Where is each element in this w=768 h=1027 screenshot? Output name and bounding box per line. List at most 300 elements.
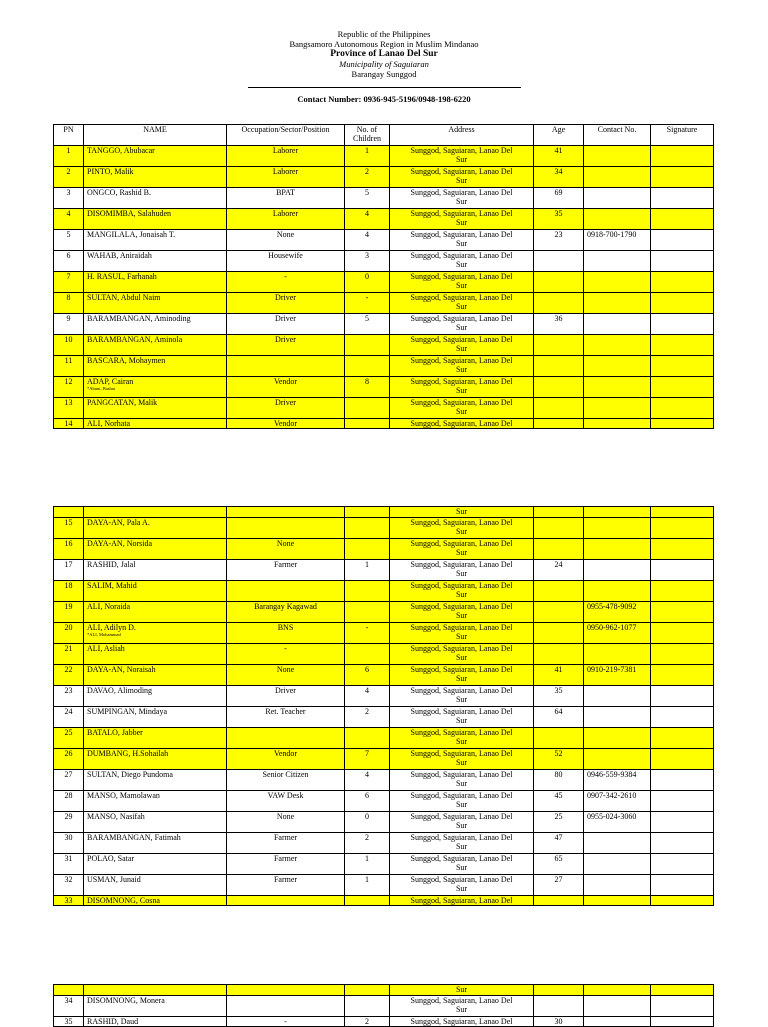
- cell-pn: 6: [54, 251, 84, 272]
- cell-empty: [534, 985, 584, 996]
- cell-address: [390, 335, 534, 356]
- cell-address: [390, 749, 534, 770]
- cell-address: Sur: [390, 507, 534, 518]
- address-line-2: Sur: [455, 884, 468, 893]
- person-name: USMAN, Junaid: [87, 875, 141, 884]
- cell-children: [345, 996, 390, 1017]
- cell-children: [345, 581, 390, 602]
- address-line-1: Sunggod, Saguiaran, Lanao Del: [410, 188, 513, 197]
- person-name: RASHID, Jalal: [87, 560, 136, 569]
- col-header-contact: Contact No.: [584, 125, 651, 146]
- cell-address: [390, 419, 534, 429]
- cell-occupation: Housewife: [227, 251, 345, 272]
- person-name: TANGGO, Abubacar: [87, 146, 155, 155]
- address-line-1: Sunggod, Saguiaran, Lanao Del: [410, 833, 513, 842]
- cell-name: [84, 335, 227, 356]
- cell-contact: [584, 272, 651, 293]
- cell-pn: 35: [54, 1017, 84, 1027]
- cell-signature: [651, 770, 714, 791]
- address-line-2: Sur: [455, 569, 468, 578]
- header-republic: Republic of the Philippines: [337, 29, 431, 39]
- person-name: RASHID, Daud: [87, 1017, 139, 1026]
- cell-signature: [651, 1017, 714, 1027]
- cell-occupation: None: [227, 812, 345, 833]
- table-row: [54, 707, 714, 728]
- cell-empty: [345, 985, 390, 996]
- cell-children: 1: [345, 146, 390, 167]
- cell-empty: [651, 985, 714, 996]
- cell-pn: 21: [54, 644, 84, 665]
- address-line-2: Sur: [455, 548, 468, 557]
- cell-pn: 15: [54, 518, 84, 539]
- cell-age: 27: [534, 875, 584, 896]
- cell-age: [534, 728, 584, 749]
- cell-signature: [651, 356, 714, 377]
- col-header-children: No. of Children: [345, 125, 390, 146]
- cell-signature: [651, 335, 714, 356]
- address-line-2: Sur: [455, 344, 468, 353]
- cell-address: [390, 707, 534, 728]
- cell-name: [84, 770, 227, 791]
- person-name: ALI, Norhata: [87, 419, 131, 428]
- cell-address: [390, 1017, 534, 1027]
- cell-address: [390, 854, 534, 875]
- cell-address: [390, 602, 534, 623]
- cell-empty: [534, 507, 584, 518]
- cell-pn: 27: [54, 770, 84, 791]
- person-name: BATALO, Jabber: [87, 728, 143, 737]
- address-line-1: Sunggod, Saguiaran, Lanao Del: [410, 665, 513, 674]
- cell-pn: 20: [54, 623, 84, 644]
- cell-contact: [584, 209, 651, 230]
- cell-children: -: [345, 623, 390, 644]
- cell-children: [345, 335, 390, 356]
- cell-occupation: -: [227, 644, 345, 665]
- cell-age: 41: [534, 665, 584, 686]
- cell-occupation: Driver: [227, 293, 345, 314]
- cell-age: [534, 335, 584, 356]
- address-line-1: Sunggod, Saguiaran, Lanao Del: [410, 539, 513, 548]
- cell-contact: [584, 728, 651, 749]
- cell-occupation: -: [227, 272, 345, 293]
- address-line-2: Sur: [455, 155, 468, 164]
- cell-occupation: None: [227, 665, 345, 686]
- cell-pn: 22: [54, 665, 84, 686]
- address-line-2: Sur: [455, 737, 468, 746]
- cell-pn: 13: [54, 398, 84, 419]
- cell-address: [390, 167, 534, 188]
- address-line-2: Sur: [455, 302, 468, 311]
- cell-contact: [584, 854, 651, 875]
- address-line-2: Sur: [455, 260, 468, 269]
- cell-address: [390, 272, 534, 293]
- address-line-2: Sur: [455, 695, 468, 704]
- table-row: [54, 251, 714, 272]
- cell-age: 80: [534, 770, 584, 791]
- address-line-2: Sur: [455, 632, 468, 641]
- address-line-2: Sur: [455, 800, 468, 809]
- cell-name: [84, 602, 227, 623]
- cell-occupation: [227, 518, 345, 539]
- cell-empty: [584, 985, 651, 996]
- cell-occupation: Vendor: [227, 419, 345, 429]
- cell-name: [84, 539, 227, 560]
- cell-contact: [584, 749, 651, 770]
- cell-contact: [584, 335, 651, 356]
- cell-pn: 11: [54, 356, 84, 377]
- address-line-2: Sur: [455, 590, 468, 599]
- cell-name: [84, 1017, 227, 1027]
- cell-occupation: Laborer: [227, 146, 345, 167]
- person-name: MANGILALA, Jonaisah T.: [87, 230, 176, 239]
- cell-signature: [651, 251, 714, 272]
- cell-occupation: None: [227, 230, 345, 251]
- cell-pn: 7: [54, 272, 84, 293]
- cell-contact: [584, 314, 651, 335]
- cell-occupation: Ret. Teacher: [227, 707, 345, 728]
- cell-age: [534, 996, 584, 1017]
- cell-children: 4: [345, 209, 390, 230]
- cell-contact: 0950-962-1077: [584, 623, 651, 644]
- cell-signature: [651, 167, 714, 188]
- cell-signature: [651, 749, 714, 770]
- cell-name: [84, 518, 227, 539]
- cell-age: 52: [534, 749, 584, 770]
- cell-address: [390, 560, 534, 581]
- cell-pn: 30: [54, 833, 84, 854]
- cell-occupation: BPAT: [227, 188, 345, 209]
- person-name: DISOMNONG, Cosna: [87, 896, 160, 905]
- cell-address: [390, 665, 534, 686]
- cell-pn: 5: [54, 230, 84, 251]
- address-line-1: Sunggod, Saguiaran, Lanao Del: [410, 335, 513, 344]
- cell-children: 2: [345, 833, 390, 854]
- address-line-1: Sunggod, Saguiaran, Lanao Del: [410, 1017, 513, 1026]
- cell-empty: [84, 985, 227, 996]
- cell-age: [534, 518, 584, 539]
- table-row: [54, 623, 714, 644]
- cell-signature: [651, 875, 714, 896]
- person-name: ONGCO, Rashid B.: [87, 188, 152, 197]
- address-continuation-row: [54, 985, 714, 996]
- cell-contact: 0910-219-7381: [584, 665, 651, 686]
- cell-signature: [651, 896, 714, 906]
- address-line-1: Sunggod, Saguiaran, Lanao Del: [410, 728, 513, 737]
- person-name: DAYA-AN, Norsida: [87, 539, 153, 548]
- cell-age: 34: [534, 167, 584, 188]
- cell-address: [390, 812, 534, 833]
- cell-name: [84, 314, 227, 335]
- cell-pn: 19: [54, 602, 84, 623]
- address-line-1: Sunggod, Saguiaran, Lanao Del: [410, 314, 513, 323]
- cell-age: [534, 272, 584, 293]
- header-barangay: Barangay Sunggod: [351, 69, 417, 79]
- table-row: [54, 875, 714, 896]
- address-line-1: Sunggod, Saguiaran, Lanao Del: [410, 560, 513, 569]
- address-line-1: Sunggod, Saguiaran, Lanao Del: [410, 644, 513, 653]
- cell-name: [84, 623, 227, 644]
- header-region: Bangsamoro Autonomous Region in Muslim Mindanao: [289, 39, 479, 49]
- cell-occupation: Driver: [227, 335, 345, 356]
- table-row: [54, 602, 714, 623]
- cell-signature: [651, 854, 714, 875]
- cell-age: [534, 377, 584, 398]
- cell-address: [390, 518, 534, 539]
- table-row: [54, 812, 714, 833]
- cell-contact: [584, 875, 651, 896]
- cell-children: 8: [345, 377, 390, 398]
- cell-children: 1: [345, 560, 390, 581]
- cell-signature: [651, 518, 714, 539]
- cell-signature: [651, 602, 714, 623]
- cell-occupation: Farmer: [227, 833, 345, 854]
- address-line-1: Sunggod, Saguiaran, Lanao Del: [410, 996, 513, 1005]
- cell-age: [534, 644, 584, 665]
- address-line-1: Sunggod, Saguiaran, Lanao Del: [410, 377, 513, 386]
- cell-pn: 26: [54, 749, 84, 770]
- address-line-2: Sur: [455, 386, 468, 395]
- cell-occupation: Vendor: [227, 377, 345, 398]
- cell-age: 69: [534, 188, 584, 209]
- cell-address: [390, 644, 534, 665]
- cell-address: [390, 356, 534, 377]
- address-line-1: Sunggod, Saguiaran, Lanao Del: [410, 791, 513, 800]
- cell-occupation: Driver: [227, 686, 345, 707]
- cell-pn: 24: [54, 707, 84, 728]
- cell-name: [84, 644, 227, 665]
- cell-age: 35: [534, 209, 584, 230]
- address-line-1: Sunggod, Saguiaran, Lanao Del: [410, 812, 513, 821]
- header-divider: [248, 87, 521, 88]
- cell-address: [390, 996, 534, 1017]
- address-line-2: Sur: [455, 197, 468, 206]
- cell-children: -: [345, 293, 390, 314]
- cell-occupation: Laborer: [227, 167, 345, 188]
- registry-table-page-3: [53, 984, 714, 1027]
- cell-name: [84, 377, 227, 398]
- table-row: [54, 377, 714, 398]
- cell-pn: 14: [54, 419, 84, 429]
- cell-contact: [584, 996, 651, 1017]
- address-line-2: Sur: [455, 842, 468, 851]
- col-header-address: Address: [390, 125, 534, 146]
- cell-signature: [651, 791, 714, 812]
- person-name: BASCARA, Mohaymen: [87, 356, 166, 365]
- person-name: ALI, Asliah: [87, 644, 125, 653]
- cell-children: 5: [345, 188, 390, 209]
- cell-signature: [651, 812, 714, 833]
- cell-name: [84, 665, 227, 686]
- cell-name: [84, 812, 227, 833]
- cell-children: 4: [345, 770, 390, 791]
- cell-occupation: [227, 581, 345, 602]
- cell-signature: [651, 209, 714, 230]
- cell-occupation: Barangay Kagawad: [227, 602, 345, 623]
- address-line-1: Sunggod, Saguiaran, Lanao Del: [410, 686, 513, 695]
- address-line-1: Sunggod, Saguiaran, Lanao Del: [410, 896, 513, 905]
- cell-signature: [651, 665, 714, 686]
- person-name: DISOMIMBA, Salahuden: [87, 209, 171, 218]
- cell-pn: 8: [54, 293, 84, 314]
- person-name: ALI, Noraida: [87, 602, 131, 611]
- address-line-2: Sur: [455, 281, 468, 290]
- cell-age: [534, 293, 584, 314]
- address-line-2: Sur: [455, 716, 468, 725]
- person-name: ADAP, Cairan: [87, 377, 134, 386]
- cell-children: 2: [345, 707, 390, 728]
- cell-children: [345, 644, 390, 665]
- cell-age: 64: [534, 707, 584, 728]
- person-name: MANSO, Nasifah: [87, 812, 145, 821]
- cell-name: [84, 230, 227, 251]
- cell-occupation: [227, 896, 345, 906]
- address-line-2: Sur: [455, 1005, 468, 1014]
- cell-contact: [584, 644, 651, 665]
- table-row: [54, 272, 714, 293]
- cell-occupation: Farmer: [227, 854, 345, 875]
- cell-children: 0: [345, 272, 390, 293]
- cell-empty: [345, 507, 390, 518]
- col-header-name: NAME: [84, 125, 227, 146]
- cell-age: 45: [534, 791, 584, 812]
- cell-age: 25: [534, 812, 584, 833]
- cell-signature: [651, 996, 714, 1017]
- cell-age: [534, 356, 584, 377]
- cell-contact: [584, 896, 651, 906]
- cell-name: [84, 749, 227, 770]
- header-province: Province of Lanao Del Sur: [330, 49, 438, 59]
- cell-name: [84, 188, 227, 209]
- registry-table-page-1: [53, 124, 714, 429]
- cell-name: [84, 996, 227, 1017]
- table-row: [54, 419, 714, 429]
- address-line-1: Sunggod, Saguiaran, Lanao Del: [410, 167, 513, 176]
- cell-occupation: Vendor: [227, 749, 345, 770]
- cell-empty: [54, 985, 84, 996]
- cell-contact: [584, 293, 651, 314]
- cell-contact: [584, 581, 651, 602]
- cell-signature: [651, 560, 714, 581]
- cell-name: [84, 167, 227, 188]
- registry-table-page-2: [53, 506, 714, 906]
- col-header-occupation: Occupation/Sector/Position: [227, 125, 345, 146]
- cell-address: [390, 377, 534, 398]
- cell-name: [84, 833, 227, 854]
- cell-children: [345, 896, 390, 906]
- cell-occupation: -: [227, 1017, 345, 1027]
- cell-name: [84, 560, 227, 581]
- cell-signature: [651, 686, 714, 707]
- cell-age: [534, 623, 584, 644]
- person-name: H. RASUL, Farhanah: [87, 272, 157, 281]
- cell-contact: [584, 833, 651, 854]
- cell-contact: [584, 1017, 651, 1027]
- dependent-note: *ALI, Mohammad: [87, 632, 121, 637]
- cell-pn: 33: [54, 896, 84, 906]
- cell-age: [534, 251, 584, 272]
- address-line-2: Sur: [455, 407, 468, 416]
- table-row: [54, 188, 714, 209]
- cell-signature: [651, 707, 714, 728]
- cell-contact: [584, 419, 651, 429]
- cell-name: [84, 419, 227, 429]
- table-row: [54, 539, 714, 560]
- cell-signature: [651, 188, 714, 209]
- address-line-1: Sunggod, Saguiaran, Lanao Del: [410, 875, 513, 884]
- cell-children: [345, 356, 390, 377]
- cell-empty: [584, 507, 651, 518]
- cell-empty: [54, 507, 84, 518]
- cell-name: [84, 272, 227, 293]
- address-line-1: Sunggod, Saguiaran, Lanao Del: [410, 251, 513, 260]
- cell-name: [84, 707, 227, 728]
- cell-contact: [584, 251, 651, 272]
- person-name: PINTO, Malik: [87, 167, 134, 176]
- dependent-note: *Abuni, Bashar: [87, 386, 116, 391]
- cell-pn: 3: [54, 188, 84, 209]
- cell-address: [390, 146, 534, 167]
- person-name: WAHAB, Aniraidah: [87, 251, 152, 260]
- person-name: BARAMBANGAN, Aminola: [87, 335, 183, 344]
- cell-pn: 23: [54, 686, 84, 707]
- cell-name: [84, 875, 227, 896]
- person-name: MANSO, Mamolawan: [87, 791, 160, 800]
- table-row: [54, 749, 714, 770]
- cell-address: [390, 539, 534, 560]
- cell-occupation: None: [227, 539, 345, 560]
- cell-pn: 9: [54, 314, 84, 335]
- cell-name: [84, 251, 227, 272]
- cell-age: [534, 581, 584, 602]
- table-row: [54, 791, 714, 812]
- cell-contact: [584, 188, 651, 209]
- cell-age: [534, 896, 584, 906]
- cell-children: 0: [345, 812, 390, 833]
- cell-empty: [227, 985, 345, 996]
- cell-pn: 10: [54, 335, 84, 356]
- cell-occupation: Senior Citizen: [227, 770, 345, 791]
- address-line-1: Sunggod, Saguiaran, Lanao Del: [410, 272, 513, 281]
- cell-address: [390, 623, 534, 644]
- cell-pn: 12: [54, 377, 84, 398]
- cell-name: [84, 581, 227, 602]
- cell-children: 3: [345, 251, 390, 272]
- cell-occupation: [227, 728, 345, 749]
- cell-pn: 1: [54, 146, 84, 167]
- cell-name: [84, 854, 227, 875]
- address-line-2: Sur: [455, 218, 468, 227]
- address-line-1: Sunggod, Saguiaran, Lanao Del: [410, 518, 513, 527]
- cell-children: 7: [345, 749, 390, 770]
- cell-children: 1: [345, 875, 390, 896]
- cell-pn: 18: [54, 581, 84, 602]
- cell-age: 24: [534, 560, 584, 581]
- cell-signature: [651, 644, 714, 665]
- cell-children: 5: [345, 314, 390, 335]
- cell-name: [84, 728, 227, 749]
- address-line-2: Sur: [455, 821, 468, 830]
- address-continuation-row: [54, 507, 714, 518]
- cell-contact: [584, 707, 651, 728]
- person-name: BARAMBANGAN, Aminoding: [87, 314, 191, 323]
- cell-children: [345, 728, 390, 749]
- table-row: [54, 209, 714, 230]
- person-name: SUMPINGAN, Mindaya: [87, 707, 167, 716]
- cell-pn: 29: [54, 812, 84, 833]
- cell-name: [84, 356, 227, 377]
- cell-age: [534, 539, 584, 560]
- address-line-1: Sunggod, Saguiaran, Lanao Del: [410, 854, 513, 863]
